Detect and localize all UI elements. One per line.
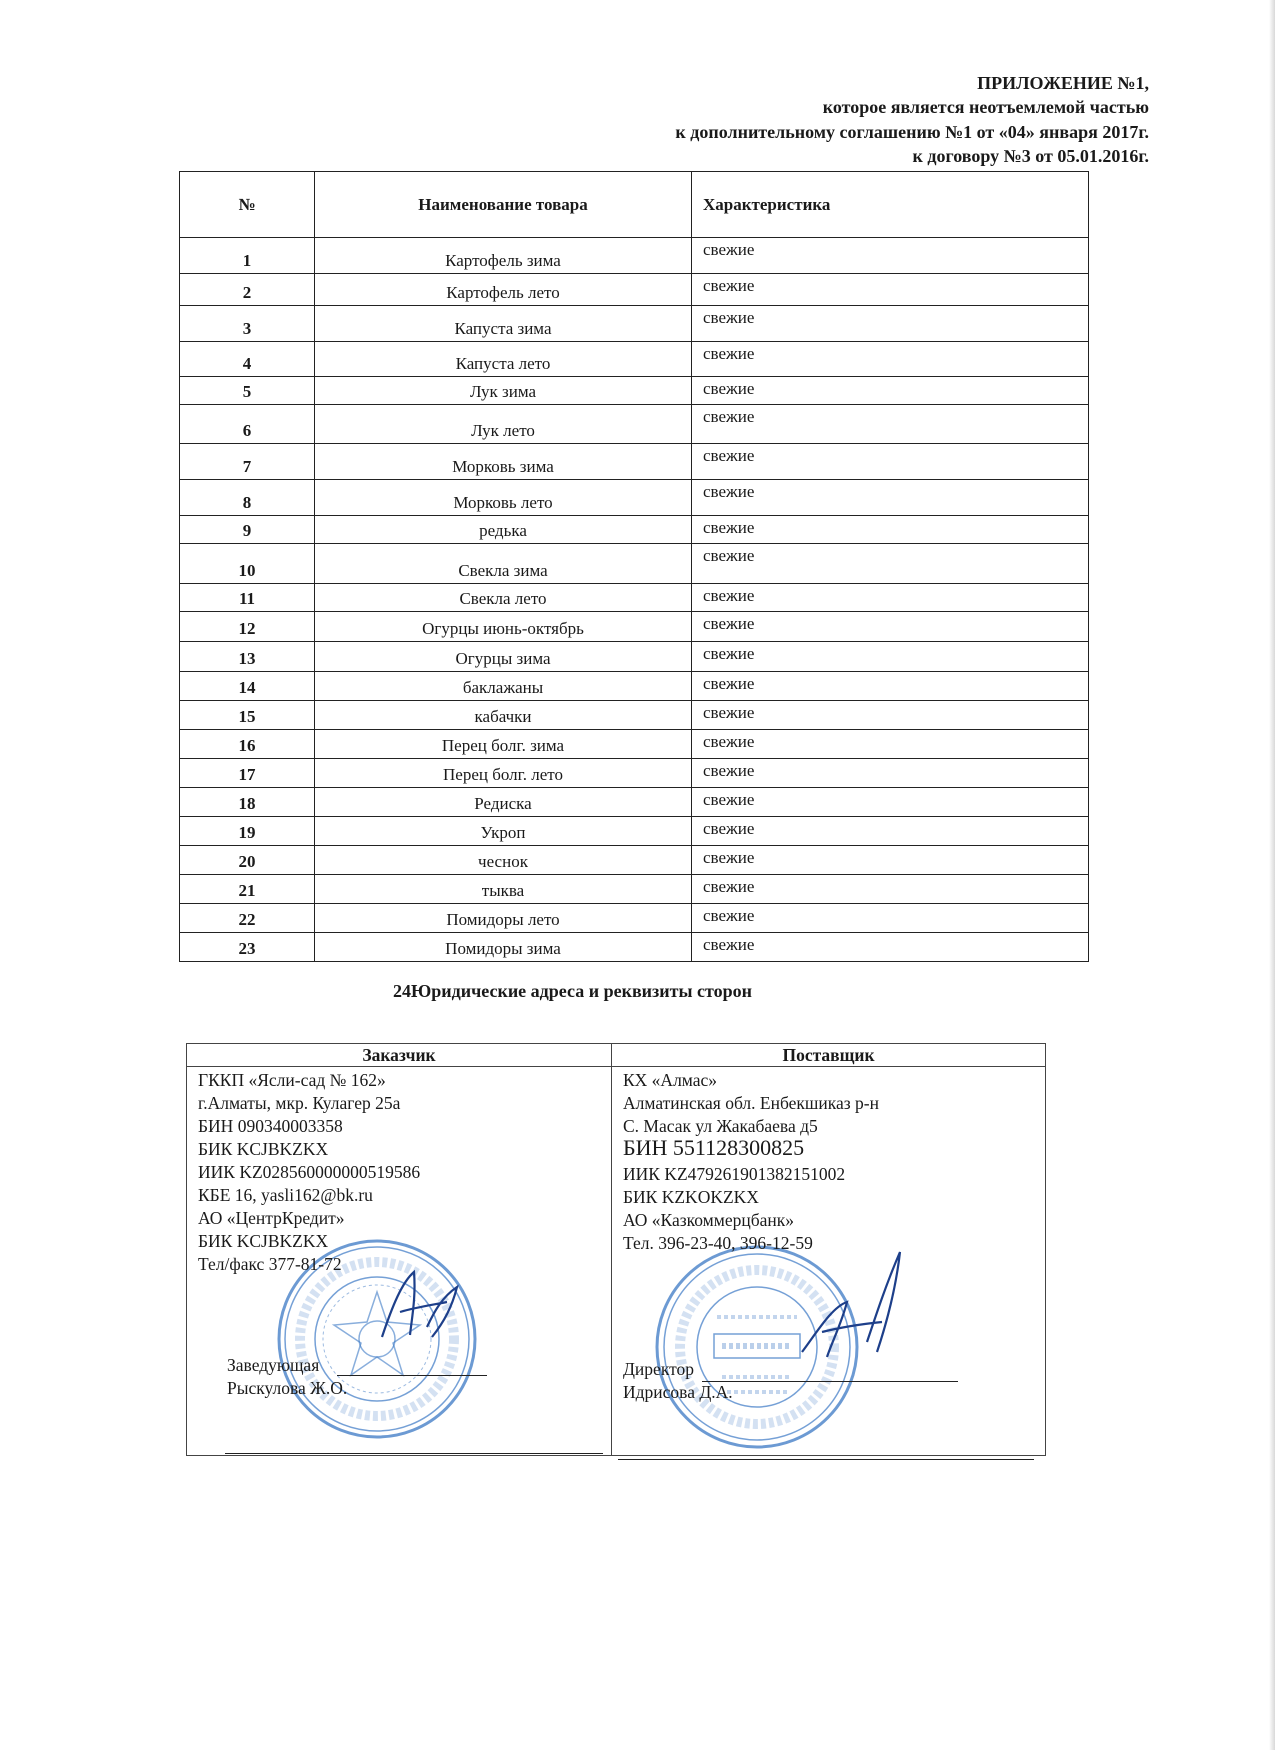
goods-table-header — [180, 172, 1089, 238]
column-header-characteristic: Характеристика — [692, 172, 1089, 238]
row-number: 19 — [180, 817, 315, 846]
product-characteristic: свежие — [692, 377, 1089, 405]
product-characteristic: свежие — [692, 933, 1089, 962]
customer-line-bank-bik: БИК KCJBKZKX — [198, 1231, 329, 1251]
customer-signature-line — [337, 1375, 487, 1376]
row-number: 2 — [180, 274, 315, 306]
customer-line-address: г.Алматы, мкр. Кулагер 25а — [198, 1093, 401, 1113]
customer-heading: Заказчик — [187, 1044, 612, 1067]
product-name: Огурцы зима — [315, 642, 692, 672]
product-characteristic: свежие — [692, 306, 1089, 342]
product-characteristic: свежие — [692, 544, 1089, 584]
appendix-subtitle: которое является неотъемлемой частью — [822, 97, 1149, 117]
table-row — [180, 584, 1089, 612]
supplier-line-bank: АО «Казкоммерцбанк» — [623, 1210, 795, 1230]
table-row — [180, 788, 1089, 817]
table-row — [180, 544, 1089, 584]
product-characteristic: свежие — [692, 788, 1089, 817]
product-characteristic: свежие — [692, 701, 1089, 730]
table-row — [180, 480, 1089, 516]
table-row — [180, 875, 1089, 904]
row-number: 14 — [180, 672, 315, 701]
table-row — [180, 730, 1089, 759]
parties-table — [186, 1043, 1046, 1456]
customer-signer-name: Рыскулова Ж.О. — [227, 1378, 348, 1398]
row-number: 4 — [180, 342, 315, 377]
customer-line-bank: АО «ЦентрКредит» — [198, 1208, 345, 1228]
scan-edge-shadow — [1269, 0, 1275, 1750]
supplier-line-address: С. Масак ул Жакабаева д5 — [623, 1116, 818, 1136]
customer-details — [187, 1067, 612, 1456]
product-name: Морковь лето — [315, 480, 692, 516]
customer-signature — [372, 1257, 467, 1352]
contract-reference: к договору №3 от 05.01.2016г. — [912, 146, 1149, 166]
table-row — [180, 444, 1089, 480]
customer-line-iik: ИИК KZ028560000000519586 — [198, 1162, 421, 1182]
product-name: Перец болг. зима — [315, 730, 692, 759]
product-characteristic: свежие — [692, 730, 1089, 759]
table-row — [180, 701, 1089, 730]
goods-table-body — [180, 238, 1089, 962]
row-number: 5 — [180, 377, 315, 405]
product-name: Огурцы июнь-октябрь — [315, 612, 692, 642]
product-characteristic: свежие — [692, 672, 1089, 701]
product-name: Капуста зима — [315, 306, 692, 342]
customer-line-org: ГККП «Ясли-сад № 162» — [198, 1070, 386, 1090]
row-number: 12 — [180, 612, 315, 642]
row-number: 22 — [180, 904, 315, 933]
row-number: 11 — [180, 584, 315, 612]
row-number: 13 — [180, 642, 315, 672]
row-number: 15 — [180, 701, 315, 730]
product-characteristic: свежие — [692, 480, 1089, 516]
row-number: 6 — [180, 405, 315, 444]
product-name: Картофель лето — [315, 274, 692, 306]
product-characteristic: свежие — [692, 444, 1089, 480]
product-characteristic: свежие — [692, 238, 1089, 274]
row-number: 18 — [180, 788, 315, 817]
product-name: Лук зима — [315, 377, 692, 405]
row-number: 23 — [180, 933, 315, 962]
customer-line-bin: БИН 090340003358 — [198, 1116, 343, 1136]
section-title-legal-addresses: 24Юридические адреса и реквизиты сторон — [392, 981, 753, 1001]
row-number: 10 — [180, 544, 315, 584]
supplier-line-bin: БИН 551128300825 — [623, 1135, 805, 1160]
product-name: тыква — [315, 875, 692, 904]
product-name: Лук лето — [315, 405, 692, 444]
supplier-heading: Поставщик — [612, 1044, 1046, 1067]
row-number: 9 — [180, 516, 315, 544]
supplier-signer-name: Идрисова Д.А. — [623, 1382, 733, 1402]
agreement-reference: к дополнительному соглашению №1 от «04» января 2017г. — [675, 122, 1149, 142]
product-characteristic: свежие — [692, 612, 1089, 642]
product-name: Свекла зима — [315, 544, 692, 584]
product-characteristic: свежие — [692, 759, 1089, 788]
table-row — [180, 405, 1089, 444]
row-number: 16 — [180, 730, 315, 759]
row-number: 21 — [180, 875, 315, 904]
table-row — [180, 342, 1089, 377]
table-row — [180, 274, 1089, 306]
product-characteristic: свежие — [692, 817, 1089, 846]
product-name: Редиска — [315, 788, 692, 817]
supplier-signature — [792, 1232, 912, 1372]
row-number: 20 — [180, 846, 315, 875]
table-row — [180, 516, 1089, 544]
table-row — [180, 904, 1089, 933]
appendix-title: ПРИЛОЖЕНИЕ №1, — [977, 73, 1149, 93]
product-characteristic: свежие — [692, 904, 1089, 933]
supplier-signature-line — [702, 1381, 958, 1382]
product-characteristic: свежие — [692, 846, 1089, 875]
row-number: 7 — [180, 444, 315, 480]
customer-bottom-line — [225, 1453, 603, 1454]
supplier-signer-title: Директор — [623, 1359, 695, 1379]
product-name: кабачки — [315, 701, 692, 730]
supplier-line-bik: БИК KZKOKZKX — [623, 1187, 759, 1207]
product-characteristic: свежие — [692, 584, 1089, 612]
customer-line-bik: БИК KCJBKZKX — [198, 1139, 329, 1159]
product-name: чеснок — [315, 846, 692, 875]
customer-line-kbe-email: КБЕ 16, yasli162@bk.ru — [198, 1185, 373, 1205]
product-name: редька — [315, 516, 692, 544]
table-row — [180, 933, 1089, 962]
product-characteristic: свежие — [692, 516, 1089, 544]
product-name: Морковь зима — [315, 444, 692, 480]
table-row — [180, 612, 1089, 642]
table-row — [180, 846, 1089, 875]
table-row — [180, 238, 1089, 274]
goods-table — [179, 171, 1089, 962]
customer-signer-title: Заведующая — [227, 1355, 320, 1375]
product-characteristic: свежие — [692, 875, 1089, 904]
row-number: 17 — [180, 759, 315, 788]
table-row — [180, 306, 1089, 342]
customer-line-phone-fax: Тел/факс 377-81-72 — [198, 1254, 342, 1274]
column-header-product-name: Наименование товара — [315, 172, 692, 238]
product-name: Перец болг. лето — [315, 759, 692, 788]
supplier-details — [612, 1067, 1046, 1456]
product-characteristic: свежие — [692, 342, 1089, 377]
product-name: Свекла лето — [315, 584, 692, 612]
supplier-line-iik: ИИК KZ479261901382151002 — [623, 1164, 846, 1184]
table-row — [180, 817, 1089, 846]
supplier-line-region: Алматинская обл. Енбекшиказ р-н — [623, 1093, 879, 1113]
row-number: 3 — [180, 306, 315, 342]
column-header-number: № — [180, 172, 315, 238]
table-row — [180, 642, 1089, 672]
product-name: Помидоры зима — [315, 933, 692, 962]
product-name: баклажаны — [315, 672, 692, 701]
supplier-line-org: КХ «Алмас» — [623, 1070, 718, 1090]
product-name: Картофель зима — [315, 238, 692, 274]
product-name: Помидоры лето — [315, 904, 692, 933]
product-characteristic: свежие — [692, 274, 1089, 306]
product-characteristic: свежие — [692, 405, 1089, 444]
product-characteristic: свежие — [692, 642, 1089, 672]
table-row — [180, 672, 1089, 701]
supplier-bottom-line — [618, 1459, 1034, 1460]
row-number: 8 — [180, 480, 315, 516]
table-row — [180, 377, 1089, 405]
product-name: Капуста лето — [315, 342, 692, 377]
product-name: Укроп — [315, 817, 692, 846]
table-row — [180, 759, 1089, 788]
supplier-line-phone: Тел. 396-23-40, 396-12-59 — [623, 1233, 813, 1253]
row-number: 1 — [180, 238, 315, 274]
